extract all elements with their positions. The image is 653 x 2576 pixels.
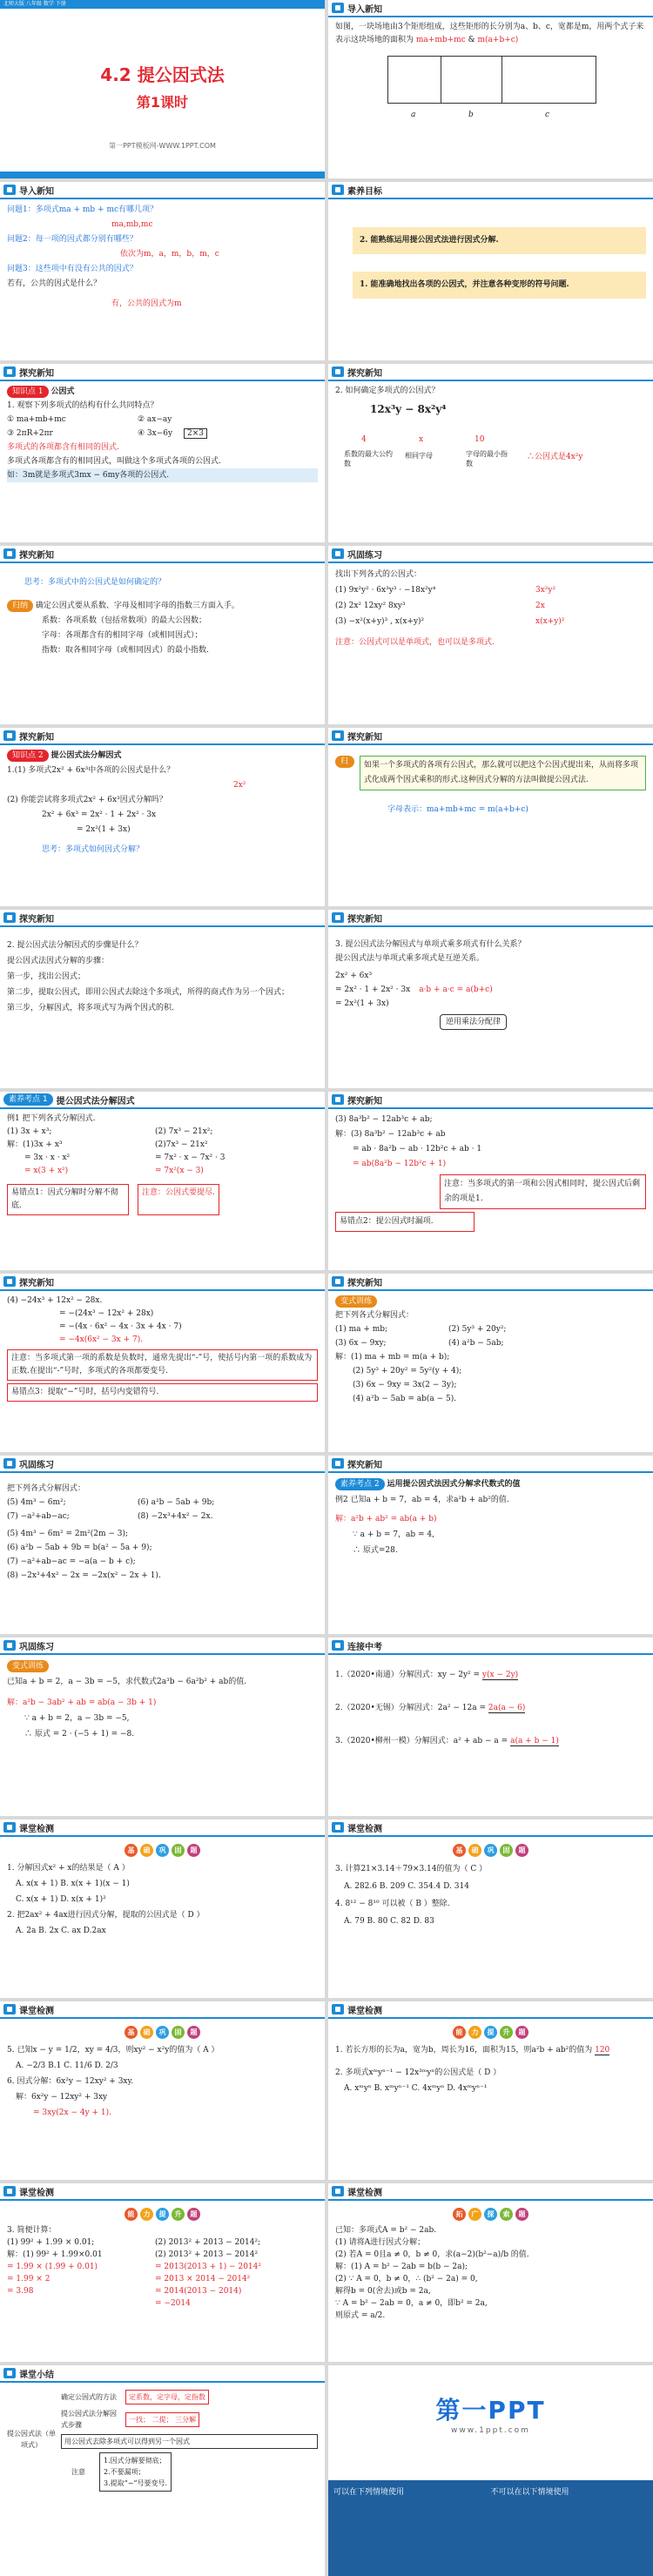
knowledge-title: 提公因式法分解因式	[50, 751, 122, 760]
slide-heading: 课堂小结	[19, 2370, 54, 2380]
summary-line-1: 确定公因式要从系数、字母及相同字母的指数三方面入手。	[35, 602, 239, 610]
variant-tag: 变式训练	[335, 1295, 377, 1308]
definition: 如果一个多项式的各项有公因式，那么就可以把这个公因式提出来，从而将多项式化成两个因式乘积的形式.这种因式分解的方法叫做提公因式法.	[360, 756, 646, 790]
test-q4: 4. 8¹² − 8¹⁰ 可以被（ B ）整除.	[335, 1900, 450, 1908]
solution-line-3: ∴ 原式 = 2 · (−5 + 1) = −8.	[24, 1730, 135, 1739]
exam-q1: 1.（2020•南通）分解因式：xy − 2y² =	[335, 1671, 481, 1679]
slide-heading: 探究新知	[347, 732, 382, 743]
slide-title	[0, 0, 325, 178]
usage-panel	[328, 2480, 653, 2576]
section-badges: 基 础 巩 固 题	[335, 1844, 646, 1857]
problem-1: (1) 3x + x³;	[7, 1127, 52, 1136]
think-prompt: 思考：多项式如何因式分解？	[42, 845, 145, 854]
summary-node-1: 确定公因式的方法	[61, 2393, 117, 2401]
slide-heading: 课堂检测	[19, 2006, 54, 2016]
solution-line-1: = −(24x³ − 12x² + 28x)	[59, 1309, 154, 1318]
answer-3: (7) −a²+ab−ac = −a(a − b + c);	[7, 1557, 136, 1566]
part-2: (2) 若A = 0且a ≠ 0，b ≠ 0，求(a−2)(b²−a)/b 的值.	[335, 2250, 529, 2259]
problem-4: (4) −24x³ + 12x² − 28x.	[7, 1296, 103, 1305]
note: 注意：公因式要提尽.	[138, 1184, 219, 1215]
test-q3: 3. 计算21×3.14＋79×3.14的值为（ C ）	[335, 1865, 488, 1873]
solution-line-2: = ab · 8a²b − ab · 12b²c + ab · 1	[353, 1145, 482, 1153]
question: 把下列各式分解因式：	[335, 1311, 414, 1320]
question: 找出下列各式的公因式：	[335, 570, 422, 579]
expression: 12x³y − 8x²y⁴	[370, 403, 447, 415]
slide-variant-1: 探究新知 变式训练 把下列各式分解因式： (1) ma + mb; (2) 5y³ + 20y²; (3) 6x − 9xy; (4) a²b − 5ab; 解：(1) ma + mb = m(a + b); (2) 5y³ + 20y² = 5y²(y + 4); (3) 6x − 9xy = 3x(2 − 3y); (4) a²b − 5ab = ab(a − 5).	[328, 1274, 653, 1452]
section-badges: 基 础 巩 固 题	[7, 2026, 318, 2039]
answer-2: (2) 5y³ + 20y² = 5y²(y + 4);	[353, 1367, 462, 1375]
test-q2-options: A. xᵐyⁿ B. xᵐyⁿ⁻¹ C. 4xᵐyⁿ D. 4xᵐyⁿ⁻¹	[344, 2084, 488, 2093]
slide-summary-factor	[0, 546, 325, 724]
solution-line-1: 解：a²b − 3ab² + ab = ab(a − 3b + 1)	[7, 1698, 157, 1707]
test-q1-options-b: C. x(x + 1) D. x(x + 1)²	[16, 1895, 106, 1904]
slide-heading: 探究新知	[347, 1278, 382, 1288]
example-prompt: 例2 已知a + b = 7，ab = 4，求a²b + ab²的值.	[335, 1496, 509, 1504]
slide-test-6	[328, 2183, 653, 2362]
slide-test-5: 课堂检测 能 力 提 升 题 3. 简便计算： (1) 99² + 1.99 × 0.01; (2) 2013² + 2013 − 2014²; 解：(1) 99² + 1.99×0.01 = 1.99 × (1.99 + 0.01) = 1.99 × 2 = 3.98 (2) 2013² + 2013 − 2014² = 2013(2013 + 1) − 2014² = 2013 × 2014 − 2014² = 2014(2013 − 2014) = −2014	[0, 2183, 325, 2362]
test-q2: 2. 多项式xᵐyⁿ⁻¹ − 12x³ᵐyⁿ的公因式是（ D ）	[335, 2068, 502, 2077]
slide-heading: 探究新知	[19, 732, 54, 743]
step-2: = 2x²(1 + 3x)	[77, 825, 131, 834]
question: 3. 简便计算：	[7, 2226, 57, 2235]
question-3: 问题3：这些项中有没有公共的因式？	[7, 265, 138, 273]
poly-3: ③ 2πR+2πr	[7, 429, 53, 438]
test-q3-options: A. 282.6 B. 209 C. 354.4 D. 314	[344, 1882, 469, 1891]
exam-a1: y(x − 2y)	[481, 1671, 519, 1679]
pitfall-2: 易错点2：提公因式时漏项.	[335, 1212, 475, 1232]
answer-4: (8) −2x³+4x² − 2x = −2x(x² − 2x + 1).	[7, 1571, 161, 1580]
poly-4: ④ 3x−6y	[138, 429, 173, 438]
slide-find-factor	[328, 364, 653, 542]
test-q5-options: A. −2/3 B.1 C. 11/6 D. 2/3	[16, 2061, 118, 2070]
pitfall-3: 易错点3：提取“−”号时，括号内变错符号.	[7, 1383, 318, 1402]
think-prompt: 思考：多项式中的公因式是如何确定的？	[24, 578, 166, 587]
slide-variant-2	[0, 1638, 325, 1816]
slide-example-1c	[0, 1274, 325, 1452]
solution-1: 解：(1) 99² + 1.99×0.01 = 1.99 × (1.99 + 0.01) = 1.99 × 2 = 3.98	[7, 2250, 103, 2296]
answer-1: 2x²	[233, 781, 246, 790]
solution-line-3: ∴ 原式=28.	[353, 1546, 398, 1555]
test-q1-options-a: A. x(x + 1) B. x(x + 1)(x − 1)	[16, 1880, 130, 1888]
test-q6: 6. 因式分解：6x²y − 12xy² + 3xy.	[7, 2077, 134, 2086]
formula: 字母表示：ma+mb+mc = m(a+b+c)	[387, 805, 528, 814]
answer-1: 3x²y²	[535, 586, 556, 595]
brand-logo: 第一PPT	[435, 2396, 546, 2425]
slide-heading: 巩固练习	[347, 550, 382, 561]
answer-3: (3) 6x − 9xy = 3x(2 − 3y);	[353, 1381, 457, 1389]
note: 注意：当多项式的第一项和公因式相同时，提公因式后剩余的项是1.	[440, 1174, 646, 1209]
item-1: (1) 9x²y² · 6x³y³ · −18x²y⁴	[335, 586, 436, 595]
test-q6-solution-2: = 3xy(2x − 4y + 1).	[33, 2109, 112, 2117]
field-diagram: a b c	[387, 56, 596, 104]
question: 2. 提公因式法分解因式的步骤是什么？	[7, 941, 143, 950]
topic-tag: 素养考点 2	[335, 1478, 385, 1490]
header-icon	[332, 3, 344, 13]
formula: a·b + a·c = a(b+c)	[419, 985, 493, 994]
question-note: 若有，公共的因式是什么？	[7, 279, 102, 288]
answer-1: (5) 4m³ − 6m² = 2m²(2m − 3);	[7, 1530, 129, 1538]
solution-line-2: ∵ a + b = 7，ab = 4,	[353, 1530, 434, 1539]
slide-example-1b	[328, 1092, 653, 1270]
test-q6-solution-1: 解：6x²y − 12xy² + 3xy	[16, 2093, 108, 2102]
solution-3: 解得b = 0(舍去)或b = 2a,	[335, 2287, 431, 2296]
worked-steps: 2x² + 6x³ = 2x² · 1 + 2x² · 3x = 2x²(1 + 3x)	[335, 972, 411, 1008]
solution-line-3: = −4x(6x² − 3x + 7).	[59, 1335, 144, 1344]
solution-1: 解：(1)3x + x³ = 3x · x · x² = x(3 + x²)	[7, 1140, 71, 1175]
slide-exam-link	[328, 1638, 653, 1816]
slide-heading: 巩固练习	[19, 1642, 54, 1652]
slide-heading: 探究新知	[347, 1096, 382, 1106]
brand-url: www.1ppt.com	[451, 2426, 530, 2435]
slide-brand	[328, 2365, 653, 2576]
example: 如：3m就是多项式3mx − 6my各项的公因式.	[7, 468, 318, 482]
summary-node-3: 用公因式去除多项式可以得到另一个因式	[61, 2434, 318, 2449]
variant-tag: 变式训练	[7, 1660, 49, 1672]
section-badges: 能 力 提 升 题	[7, 2208, 318, 2221]
topic-title: 运用提公因式法因式分解求代数式的值	[387, 1480, 521, 1489]
step-2: 第二步，提取公因式，即用公因式去除这个多项式，所得的商式作为另一个因式；	[7, 988, 290, 997]
note: 注意：当多项式第一项的系数是负数时，通常先提出“-”号，使括号内第一项的系数成为正数.在提出“-”号时，多项式的各项都要变号.	[7, 1349, 318, 1381]
summary-tag: 归纳	[335, 756, 354, 768]
test-a1: 120	[595, 2046, 610, 2055]
slide-intro	[328, 0, 653, 178]
slide-practice-1	[328, 546, 653, 724]
solution-line-3: = ab(8a²b − 12b²c + 1)	[353, 1160, 447, 1168]
slide-goals	[328, 182, 653, 360]
knowledge-tag: 知识点 1	[7, 386, 49, 398]
question: 1. 观察下列多项式的结构有什么共同特点？	[7, 401, 158, 410]
knowledge-title: 公因式	[50, 387, 75, 396]
relation-text: 提公因式法与单项式乘多项式是互逆关系。	[335, 954, 485, 963]
question: 已知：多项式A = b² − 2ab.	[335, 2226, 437, 2235]
slide-heading: 素养目标	[347, 186, 382, 197]
slide-example-1	[0, 1092, 325, 1270]
item-2: (2) 2x² 12xy² 8xy³	[335, 602, 406, 610]
section-badges: 拓 广 探 索 题	[335, 2208, 646, 2221]
slide-heading: 课堂检测	[19, 1824, 54, 1834]
slide-heading: 探究新知	[347, 914, 382, 925]
slide-heading: 探究新知	[347, 1460, 382, 1470]
slide-heading: 探究新知	[347, 368, 382, 379]
item-3: (3) −x²(x+y)³ , x(x+y)²	[335, 617, 425, 626]
slide-heading: 探究新知	[19, 550, 54, 561]
slide-heading: 课堂检测	[347, 2188, 382, 2198]
slide-heading: 课堂检测	[19, 2188, 54, 2198]
slide-heading: 巩固练习	[19, 1460, 54, 1470]
edition-badge: 北师大版 八年级 数学 下册	[3, 1, 66, 7]
question: 3. 提公因式法分解因式与单项式乘多项式有什么关系？	[335, 940, 526, 949]
poly-2: ② ax−ay	[138, 415, 172, 424]
summary-leaf-2: 一找； 二提； 三分解	[125, 2412, 199, 2427]
highlight-text: 多项式的各项都含有相同的因式.	[7, 443, 119, 452]
step-1: 第一步，找出公因式；	[7, 972, 86, 981]
step-1: 2x² + 6x³ = 2x² · 1 + 2x² · 3x	[42, 810, 157, 819]
notes-box: 1.因式分解要彻底； 2.不要漏项； 3.提取“−”号要变号.	[99, 2452, 172, 2492]
knowledge-tag: 知识点 2	[7, 750, 49, 762]
question: 把下列各式分解因式：	[7, 1484, 86, 1493]
example-prompt: 例1 把下列各式分解因式.	[7, 1114, 96, 1123]
exam-q2: 2.（2020•无锡）分解因式：2a² − 12a =	[335, 1704, 486, 1712]
slide-heading: 导入新知	[347, 4, 382, 15]
summary-tag: 归纳	[7, 600, 33, 612]
footer-bar	[0, 172, 325, 178]
step-3: 第三步，分解因式，将多项式写为两个因式的积.	[7, 1004, 174, 1012]
slide-test-1	[0, 1819, 325, 1998]
section-badges: 能 力 提 升 题	[335, 2026, 646, 2039]
answer-2: (6) a²b − 5ab + 9b = b(a² − 5a + 9);	[7, 1544, 152, 1552]
slide-test-3	[0, 2001, 325, 2180]
goal-1: 1. 能准确地找出各项的公因式，并注意各种变形的符号问题.	[353, 272, 646, 299]
summary-root: 提公因式法（单项式）	[7, 2429, 56, 2449]
slide-practice-2: 巩固练习 把下列各式分解因式： (5) 4m³ − 6m²; (6) a²b − 5ab + 9b; (7) −a²+ab−ac; (8) −2x³+4x² − 2x. (5) 4m³ − 6m² = 2m²(2m − 3); (6) a²b − 5ab + 9b = b(a² − 5a + 9); (7) −a²+ab−ac = −a(a − b + c); (8) −2x³+4x² − 2x = −2x(x² − 2x + 1).	[0, 1456, 325, 1634]
question-1: 1.(1) 多项式2x² + 6x³中各项的公因式是什么？	[7, 766, 175, 775]
part-1: (1) 请将A进行因式分解；	[335, 2238, 426, 2247]
slide-steps	[0, 910, 325, 1088]
slide-extract-factor	[0, 728, 325, 906]
test-q4-options: A. 79 B. 80 C. 82 D. 83	[344, 1917, 434, 1926]
topic-tag: 素养考点 1	[3, 1093, 53, 1106]
definition: 多项式各项都含有的相同因式，叫做这个多项式各项的公因式.	[7, 457, 221, 466]
question: 2. 如何确定多项式的公因式？	[335, 387, 440, 395]
answer-3: x(x+y)²	[535, 617, 565, 626]
summary-node-2: 提公因式法分解因式步骤	[61, 2410, 117, 2429]
answer-4: (4) a²b − 5ab = ab(a − 5).	[353, 1395, 457, 1403]
solution-2: (2)7x³ − 21x² = 7x² · x − 7x² · 3 = 7x²(x − 3)	[155, 1140, 226, 1175]
slide-heading: 连接中考	[347, 1642, 382, 1652]
slide-heading: 导入新知	[19, 186, 54, 197]
answer-1: ma,mb,mc	[111, 220, 153, 229]
goal-2: 2. 能熟练运用提公因式法进行因式分解.	[353, 227, 646, 254]
steps-intro: 提公因式法因式分解的步骤：	[7, 957, 110, 965]
slide-heading: 课堂检测	[347, 2006, 382, 2016]
test-q2-options: A. 2a B. 2x C. ax D.2ax	[16, 1927, 106, 1935]
pitfall-1: 易错点1：因式分解时分解不彻底.	[7, 1184, 129, 1215]
poly-1: ① ma+mb+mc	[7, 415, 66, 424]
distributive-box: 逆用乘法分配律	[440, 1014, 507, 1030]
answer-2: 2x	[535, 602, 545, 610]
slide-heading: 课堂检测	[347, 1824, 382, 1834]
summary-line-2: 系数：各项系数（包括常数项）的最大公因数；	[42, 616, 207, 625]
question: 已知a + b = 2，a − 3b = −5，求代数式2a³b − 6a²b² + ab的值.	[7, 1678, 247, 1686]
slide-method-def	[328, 728, 653, 906]
answer-3: 有，公共的因式为m	[111, 299, 182, 308]
solution-line-1: 解：a²b + ab² = ab(a + b)	[335, 1515, 437, 1523]
slide-heading: 探究新知	[19, 368, 54, 379]
exam-a3: a(a + b − 1)	[510, 1737, 559, 1745]
summary-line-3: 字母：各项都含有的相同字母（或相同因式）；	[42, 631, 203, 640]
solution-2: (2) ∵ A = 0，b ≠ 0，∴ (b² − 2a) = 0,	[335, 2275, 478, 2283]
problem-3: (3) 8a³b² − 12ab³c + ab;	[335, 1115, 433, 1124]
lesson-subtitle: 第1课时	[136, 94, 189, 111]
slide-summary	[0, 2365, 325, 2576]
exam-a2: 2a(a − 6)	[488, 1704, 526, 1712]
solution-line-2: = −(4x · 6x² − 4x · 3x + 4x · 7)	[59, 1322, 182, 1331]
solution-2: (2) 2013² + 2013 − 2014² = 2013(2013 + 1) − 2014² = 2013 × 2014 − 2014² = 2014(2013 − 2014) = −2014	[155, 2250, 261, 2308]
solution-line-2: ∵ a + b = 2，a − 3b = −5,	[24, 1714, 130, 1723]
exam-q3: 3.（2020•柳州一模）分解因式：a² + ab − a =	[335, 1737, 508, 1745]
test-q1: 1. 若长方形的长为a，宽为b，周长为16，面积为15，则a²b + ab²的值为	[335, 2046, 593, 2055]
solution-line-1: 解：(3) 8a³b² − 12ab³c + ab	[335, 1130, 446, 1139]
slide-example-2	[328, 1456, 653, 1634]
section-badges: 基 础 巩 固 题	[7, 1844, 318, 1857]
summary-leaf-1: 定系数，定字母，定指数	[125, 2390, 209, 2404]
intro-text: 如图，一块场地由3个矩形组成，这些矩形的长分别为a、b、c，宽都是m，用两个式子来表示这块场地的面积为 ma+mb+mc & m(a+b+c)	[335, 23, 644, 44]
answer-2: 依次为m，a，m，b，m，c	[120, 250, 219, 259]
test-q2: 2. 把2ax² + 4ax进行因式分解，提取的公因式是（ D ）	[7, 1911, 205, 1920]
question-1: 问题1：多项式ma + mb + mc有哪几项？	[7, 205, 158, 214]
factor-diagram: 4 x 10 系数的最大公约数 相同字母 字母的最小指数 ∴公因式是4x²y	[344, 435, 583, 467]
lesson-title: 4.2 提公因式法	[100, 64, 225, 85]
slide-test-2	[328, 1819, 653, 1998]
usage-forbidden: 不可以在以下情境使用	[490, 2488, 569, 2497]
solution-5: 则原式 = a/2.	[335, 2311, 386, 2320]
question-2: (2) 你能尝试将多项式2x² + 6x³因式分解吗？	[7, 796, 167, 804]
slide-common-factor	[0, 364, 325, 542]
summary-line-4: 指数：取各相同字母（或相同因式）的最小指数.	[42, 646, 209, 655]
usage-allowed: 可以在下列情境使用	[333, 2488, 405, 2497]
slide-inverse	[328, 910, 653, 1088]
notes-label: 注意	[71, 2468, 85, 2476]
solution-1: 解：(1) A = b² − 2ab = b(b − 2a);	[335, 2263, 468, 2271]
slide-heading: 探究新知	[19, 914, 54, 925]
site-credit: 第一PPT模板网-WWW.1PPT.COM	[109, 142, 216, 150]
question-2: 问题2：每一项的因式都分别有哪些？	[7, 235, 138, 244]
note: 注意：公因式可以是单项式，也可以是多项式.	[335, 638, 495, 647]
slide-heading: 探究新知	[19, 1278, 54, 1288]
factor-box: 2×3	[184, 428, 207, 439]
problem-2: (2) 7x³ − 21x²;	[155, 1127, 213, 1136]
solution-4: ∵ A = b² − 2ab = 0，a ≠ 0，即b² = 2a,	[335, 2299, 488, 2308]
slide-heading: 提公因式法分解因式	[56, 1096, 135, 1106]
test-q1: 1. 分解因式x² + x的结果是（ A ）	[7, 1864, 130, 1873]
slide-test-4	[328, 2001, 653, 2180]
answer-1: 解：(1) ma + mb = m(a + b);	[335, 1353, 450, 1362]
slide-questions	[0, 182, 325, 360]
test-q5: 5. 已知x − y = 1/2，xy = 4/3，则xy² − x²y的值为（ A ）	[7, 2046, 219, 2055]
